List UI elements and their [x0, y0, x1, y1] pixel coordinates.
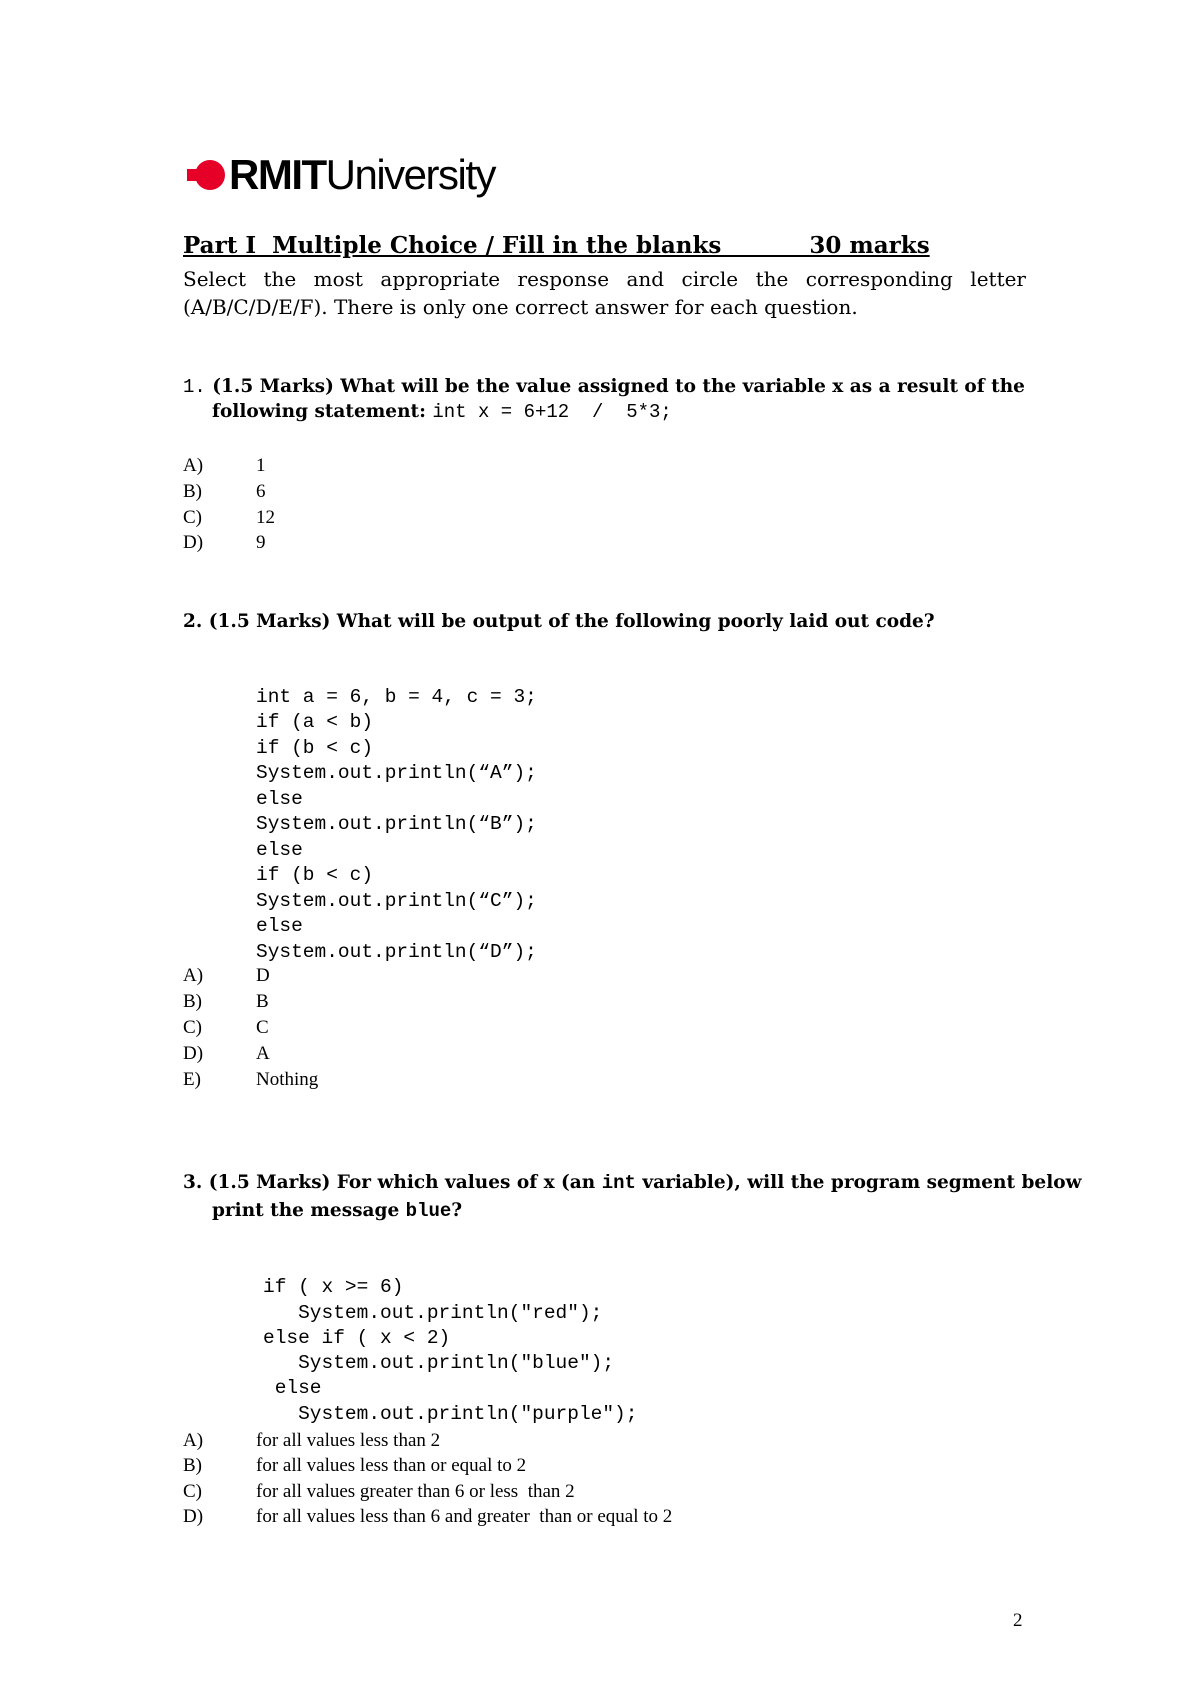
code-line: else — [256, 915, 303, 937]
code-line: else — [256, 838, 303, 861]
question-3-line-1 — [183, 1172, 1082, 1194]
code-line: if (a < b) — [256, 711, 374, 733]
code-line: System.out.println(“B”); — [256, 813, 537, 835]
code-line: System.out.println("blue"); — [263, 1352, 615, 1375]
question-1-line-2 — [212, 401, 672, 423]
rmit-university-logo — [195, 150, 525, 210]
option-letter: C) — [183, 1017, 202, 1038]
code-line: else — [256, 787, 303, 810]
question-1-text: (1.5 Marks) What will be the value assigned to the variable x as a result of the — [212, 376, 1025, 397]
question-3-text-a: (1.5 Marks) For which values of x (an — [208, 1172, 602, 1193]
option-letter: C) — [183, 507, 202, 528]
question-3-code-blue: blue — [405, 1200, 452, 1222]
question-1-number: 1. — [183, 376, 206, 398]
page-number: 2 — [1013, 1610, 1023, 1631]
code-line: System.out.println(“D”); — [256, 940, 537, 963]
option-text: for all values less than or equal to 2 — [256, 1455, 527, 1476]
option-text: B — [256, 991, 269, 1012]
code-line: else if ( x < 2) — [263, 1326, 451, 1349]
part-title: Part I Multiple Choice / Fill in the blanks 30 marks — [183, 232, 930, 259]
question-1-line-1 — [183, 376, 1025, 398]
logo-text-bold: RMIT — [229, 151, 326, 198]
option-text: 1 — [256, 455, 266, 476]
logo-text-regular: University — [325, 151, 496, 198]
question-1-text-2: following statement: — [212, 401, 433, 422]
option-letter: D) — [183, 1043, 204, 1064]
question-1-code: int x = 6+12 / 5*3; — [432, 401, 672, 423]
question-3-number: 3. — [183, 1172, 203, 1193]
code-line: System.out.println(“A”); — [256, 762, 537, 784]
option-text: for all values less than 6 and greater than or equal to 2 — [256, 1506, 673, 1527]
code-line: System.out.println("purple"); — [263, 1402, 638, 1425]
code-line: if (b < c) — [256, 736, 374, 759]
question-3-text-d: ? — [451, 1200, 463, 1221]
question-3-text-b: variable), will the program segment below — [635, 1172, 1082, 1193]
question-3-code-int: int — [601, 1172, 636, 1194]
option-letter: A) — [183, 1430, 204, 1451]
option-text: for all values less than 2 — [256, 1430, 441, 1451]
code-line: System.out.println(“C”); — [256, 889, 537, 912]
question-2-code-block — [256, 659, 537, 991]
code-line: if (b < c) — [256, 864, 374, 886]
code-line: System.out.println("red"); — [263, 1301, 603, 1324]
option-text: 12 — [256, 507, 275, 528]
question-3-code-block — [263, 1250, 637, 1452]
logo-mark-icon — [195, 160, 225, 190]
option-letter: D) — [183, 532, 204, 553]
option-letter: A) — [183, 965, 204, 986]
option-text: Nothing — [256, 1069, 319, 1090]
option-text: 9 — [256, 532, 266, 553]
option-text: D — [256, 965, 270, 986]
logo-wordmark — [229, 150, 495, 210]
code-line: int a = 6, b = 4, c = 3; — [256, 685, 537, 708]
option-letter: B) — [183, 1455, 202, 1476]
question-2-text: (1.5 Marks) What will be output of the following poorly laid out code? — [208, 611, 935, 632]
option-letter: D) — [183, 1506, 204, 1527]
option-text: for all values greater than 6 or less than 2 — [256, 1481, 575, 1502]
option-text: A — [256, 1043, 270, 1064]
option-letter: E) — [183, 1069, 201, 1090]
question-3-text-c: print the message — [212, 1200, 406, 1221]
option-letter: B) — [183, 991, 202, 1012]
option-text: 6 — [256, 481, 266, 502]
question-3-line-2 — [212, 1200, 462, 1222]
option-letter: B) — [183, 481, 202, 502]
option-text: C — [256, 1017, 269, 1038]
code-line: if ( x >= 6) — [263, 1276, 404, 1299]
code-line: else — [263, 1377, 322, 1400]
question-2-number: 2. — [183, 611, 203, 632]
option-letter: A) — [183, 455, 204, 476]
question-2-line-1 — [183, 611, 935, 632]
option-letter: C) — [183, 1481, 202, 1502]
instructions: Select the most appropriate response and circle the corresponding letter (A/B/C/D/E/F). There is only one correct answer for each question. — [183, 267, 1026, 319]
